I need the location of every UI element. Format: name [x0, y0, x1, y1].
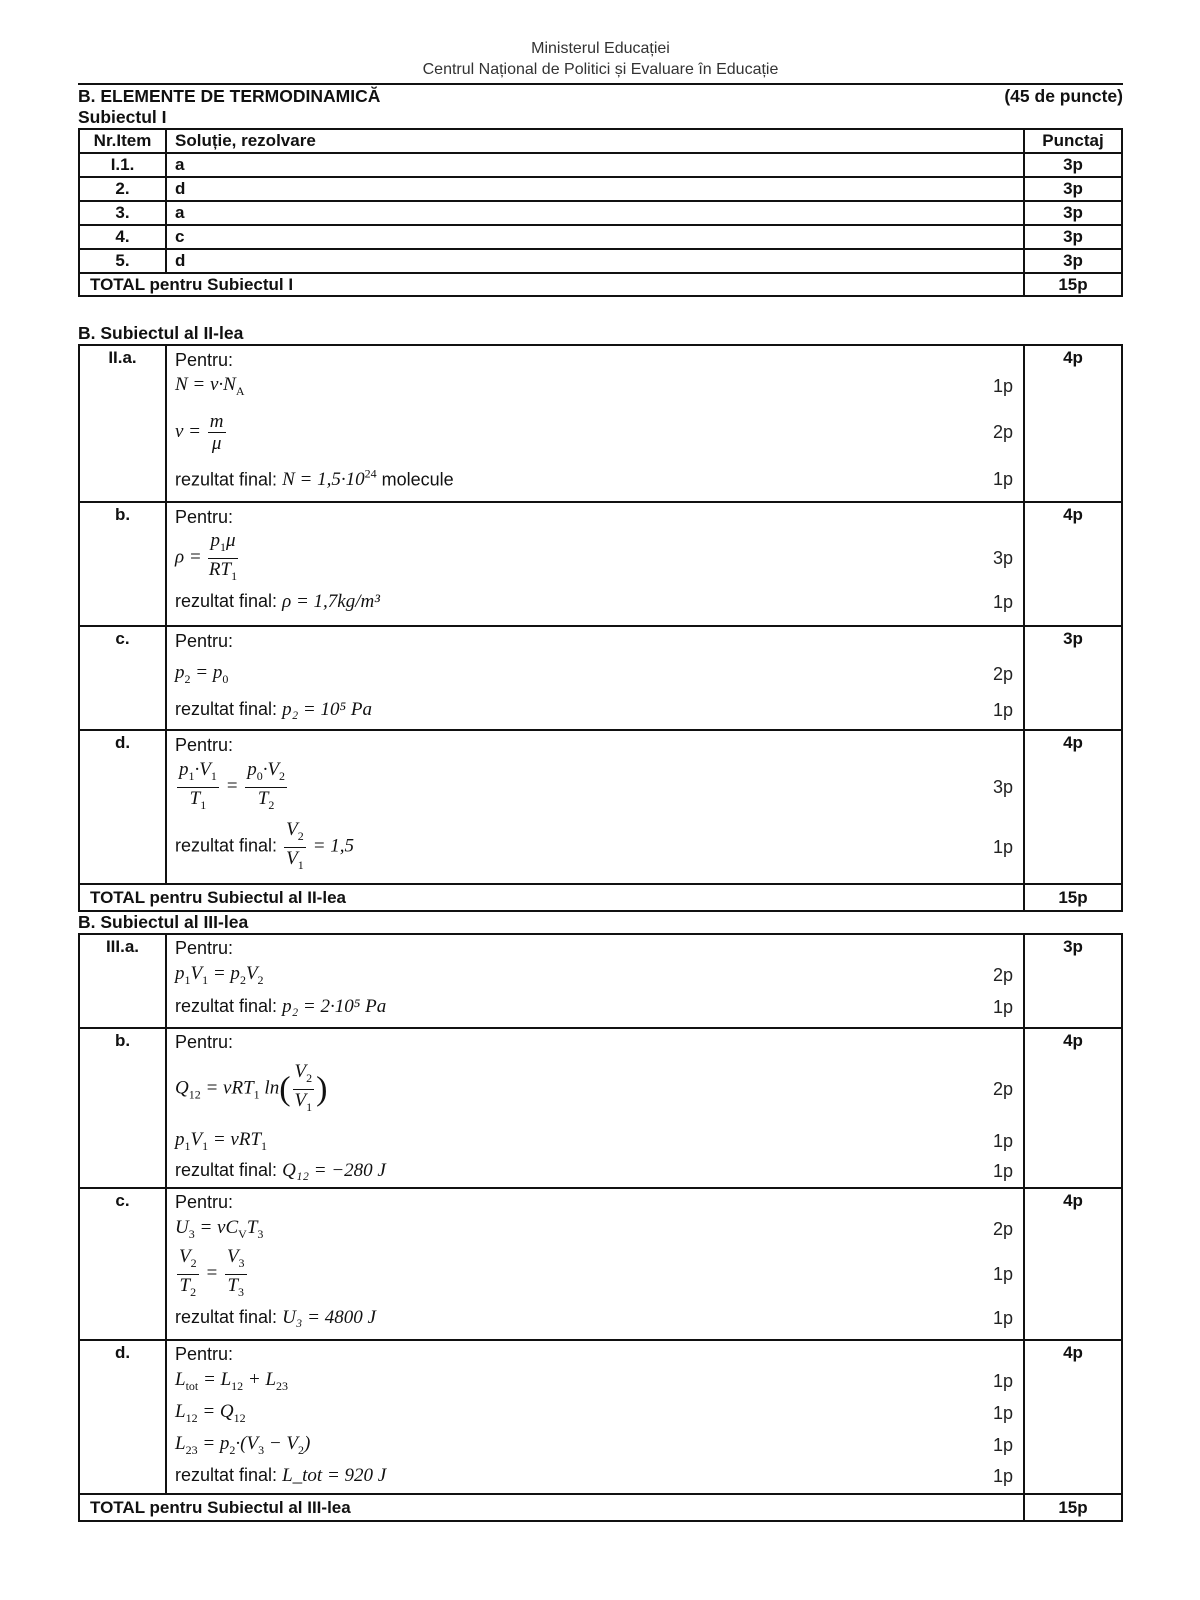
pentru-label: Pentru:: [175, 507, 234, 527]
solution-line: [175, 757, 1015, 817]
section-points: (45 de puncte): [1004, 86, 1123, 106]
points: 4p: [1024, 1028, 1122, 1188]
answer: c: [166, 225, 1024, 249]
pentru-label: Pentru:: [175, 1032, 234, 1052]
solution-line: [175, 1245, 1015, 1303]
solution-line: [175, 1429, 1015, 1461]
solution-line: [175, 653, 1015, 695]
table-row: [79, 177, 1122, 201]
points: 3p: [1024, 177, 1122, 201]
total-row: [79, 884, 1122, 911]
total-label: TOTAL pentru Subiectul al II-lea: [79, 884, 1024, 911]
pentru-label: Pentru:: [175, 1344, 234, 1364]
result: rezultat final: $\frac{V_2}{V_1}$ = 1,5: [175, 818, 355, 872]
total-points: 15p: [1024, 273, 1122, 296]
formula: $L_{23} = p_2\cdot(V_3 - V_2)$: [175, 1432, 311, 1457]
line-points: 2p: [992, 421, 1013, 442]
section-title: B. ELEMENTE DE TERMODINAMICĂ: [78, 86, 381, 106]
item-row: [79, 1340, 1122, 1494]
col-solution-header: Soluție, rezolvare: [166, 129, 1024, 153]
result-label: rezultat final:: [175, 1465, 278, 1485]
item-number: 5.: [79, 249, 166, 273]
item-number: c.: [79, 626, 166, 730]
total-row: [79, 1494, 1122, 1521]
result-value: = 1,5: [312, 835, 355, 857]
points: 4p: [1024, 1340, 1122, 1494]
result-value: L_tot = 920 J: [282, 1465, 387, 1486]
formula: $L_{tot} = L_{12} + L_{23}$: [175, 1368, 289, 1393]
solution-line: [175, 464, 1015, 494]
formula: $p_1V_1 = p_2V_2$: [175, 962, 264, 987]
solution-cell: [166, 626, 1024, 730]
subject-1-table: [78, 128, 1123, 297]
pentru-label: Pentru:: [175, 938, 234, 958]
line-points: 2p: [992, 964, 1013, 985]
points: 4p: [1024, 730, 1122, 884]
table-row: [79, 249, 1122, 273]
subject-2-title: B. Subiectul al II-lea: [78, 323, 244, 343]
points: 4p: [1024, 1188, 1122, 1340]
line-points: 3p: [992, 776, 1013, 797]
item-row: [79, 934, 1122, 1028]
total-points: 15p: [1024, 1494, 1122, 1521]
line-points: 1p: [992, 996, 1013, 1017]
section-heading: [78, 85, 1123, 107]
line-points: 2p: [992, 1218, 1013, 1239]
formula: $p_1V_1 = \nu RT_1$: [175, 1128, 268, 1153]
line-points: 1p: [992, 1465, 1013, 1486]
subject-3-table: [78, 933, 1123, 1522]
item-number: b.: [79, 1028, 166, 1188]
line-points: 1p: [992, 1263, 1013, 1284]
center-header: Centrul Național de Politici și Evaluare în Educație: [422, 61, 779, 78]
item-number: b.: [79, 502, 166, 626]
solution-line: [175, 1303, 1015, 1333]
formula: $N = \nu\cdot N_A$: [175, 373, 245, 398]
total-label: TOTAL pentru Subiectul I: [79, 273, 1024, 296]
answer: d: [166, 177, 1024, 201]
unit-label: molecule: [381, 469, 454, 490]
answer: a: [166, 153, 1024, 177]
col-item-header: Nr.Item: [79, 129, 166, 153]
line-points: 2p: [992, 663, 1013, 684]
line-points: 1p: [992, 1402, 1013, 1423]
formula: $Q_{12} = \nu RT_1$ ln( $\frac{V_2}{V_1}$ ): [175, 1060, 328, 1114]
line-points: 1p: [992, 468, 1013, 489]
table-row: [79, 201, 1122, 225]
line-points: 1p: [992, 1130, 1013, 1151]
result: [175, 996, 386, 1018]
solution-line: [175, 400, 1015, 464]
result-label: rezultat final:: [175, 1307, 278, 1327]
pentru-label: Pentru:: [175, 631, 234, 651]
result-value: U₃ = 4800 J: [282, 1307, 376, 1328]
solution-line: [175, 529, 1015, 587]
line-points: 2p: [992, 1078, 1013, 1099]
solution-line: [175, 1157, 1015, 1185]
item-number: d.: [79, 1340, 166, 1494]
result: [175, 1307, 376, 1329]
result: [175, 699, 372, 721]
pentru-label: Pentru:: [175, 735, 234, 755]
solution-cell: [166, 934, 1024, 1028]
subject-3-title: B. Subiectul al III-lea: [78, 912, 249, 932]
formula: $L_{12} = Q_{12}$: [175, 1400, 246, 1425]
points: 3p: [1024, 249, 1122, 273]
line-points: 1p: [992, 1307, 1013, 1328]
item-number: I.1.: [79, 153, 166, 177]
formula: ν = $\frac{m}{\mu}$: [175, 410, 224, 454]
result-label: rezultat final:: [175, 469, 278, 490]
line-points: 1p: [992, 1434, 1013, 1455]
item-row: [79, 1028, 1122, 1188]
points: 4p: [1024, 345, 1122, 502]
solution-line: [175, 1365, 1015, 1397]
item-row: [79, 1188, 1122, 1340]
solution-line: [175, 1397, 1015, 1429]
line-points: 1p: [992, 699, 1013, 720]
item-number: 2.: [79, 177, 166, 201]
result-label: rezultat final:: [175, 591, 278, 611]
line-points: 1p: [992, 591, 1013, 612]
solution-line: [175, 1125, 1015, 1157]
points: 3p: [1024, 934, 1122, 1028]
item-number: III.a.: [79, 934, 166, 1028]
total-points: 15p: [1024, 884, 1122, 911]
solution-cell: [166, 502, 1024, 626]
table-header-row: [79, 129, 1122, 153]
line-points: 3p: [992, 547, 1013, 568]
formula: $U_3 = \nu C_VT_3$: [175, 1216, 264, 1241]
points: 4p: [1024, 502, 1122, 626]
result-label: rezultat final:: [175, 1160, 278, 1180]
col-points-header: Punctaj: [1024, 129, 1122, 153]
table-row: [79, 153, 1122, 177]
result-label: rezultat final:: [175, 835, 278, 856]
pentru-label: Pentru:: [175, 350, 234, 370]
total-row: [79, 273, 1122, 296]
formula: $\frac{p_1\cdot V_1}{T_1}$ = $\frac{p_0\cdot V_2}{T_2}$: [179, 758, 286, 812]
table-row: [79, 225, 1122, 249]
item-number: c.: [79, 1188, 166, 1340]
item-number: 3.: [79, 201, 166, 225]
result-label: rezultat final:: [175, 996, 278, 1016]
item-row: [79, 502, 1122, 626]
points: 3p: [1024, 225, 1122, 249]
line-points: 1p: [992, 1370, 1013, 1391]
solution-cell: [166, 1340, 1024, 1494]
formula: $\frac{V_2}{T_2}$ = $\frac{V_3}{T_3}$: [179, 1245, 245, 1299]
result-value: Q₁₂ = −280 J: [282, 1160, 386, 1181]
total-label: TOTAL pentru Subiectul al III-lea: [79, 1494, 1024, 1521]
solution-line: [175, 372, 1015, 400]
result-label: rezultat final:: [175, 699, 278, 719]
ministry-header: Ministerul Educației: [531, 40, 670, 57]
answer: d: [166, 249, 1024, 273]
item-number: 4.: [79, 225, 166, 249]
pentru-label: Pentru:: [175, 1192, 234, 1212]
points: 3p: [1024, 626, 1122, 730]
points: 3p: [1024, 201, 1122, 225]
solution-line: [175, 587, 1015, 617]
solution-line: [175, 1053, 1015, 1125]
solution-cell: [166, 345, 1024, 502]
solution-line: [175, 1461, 1015, 1491]
solution-line: [175, 1213, 1015, 1245]
result: [175, 1465, 386, 1487]
line-points: 1p: [992, 1160, 1013, 1181]
points: 3p: [1024, 153, 1122, 177]
result: [175, 1160, 386, 1182]
result-value: ρ = 1,7kg/m³: [282, 591, 380, 612]
exam-page: [78, 38, 1123, 1522]
item-row: [79, 730, 1122, 884]
solution-line: [175, 695, 1015, 725]
solution-cell: [166, 1028, 1024, 1188]
result: rezultat final: $N = 1,5\cdot 10^{24}$ molecule: [175, 466, 454, 491]
subject-1-title: Subiectul I: [78, 107, 167, 127]
item-number: II.a.: [79, 345, 166, 502]
item-number: d.: [79, 730, 166, 884]
line-points: 1p: [992, 836, 1013, 857]
formula: $p_2 = p_0$: [175, 661, 229, 686]
solution-line: [175, 959, 1015, 991]
answer: a: [166, 201, 1024, 225]
result-value: p₂ = 2·10⁵ Pa: [282, 996, 387, 1017]
solution-cell: [166, 1188, 1024, 1340]
item-row: [79, 626, 1122, 730]
line-points: 1p: [992, 375, 1013, 396]
solution-line: [175, 991, 1015, 1023]
item-row: [79, 345, 1122, 502]
result: [175, 591, 380, 613]
formula: ρ = $\frac{p_1\mu}{RT_1}$: [175, 529, 238, 583]
result-value: p₂ = 10⁵ Pa: [282, 699, 372, 720]
subject-2-table: [78, 344, 1123, 912]
solution-line: [175, 817, 1015, 877]
solution-cell: [166, 730, 1024, 884]
